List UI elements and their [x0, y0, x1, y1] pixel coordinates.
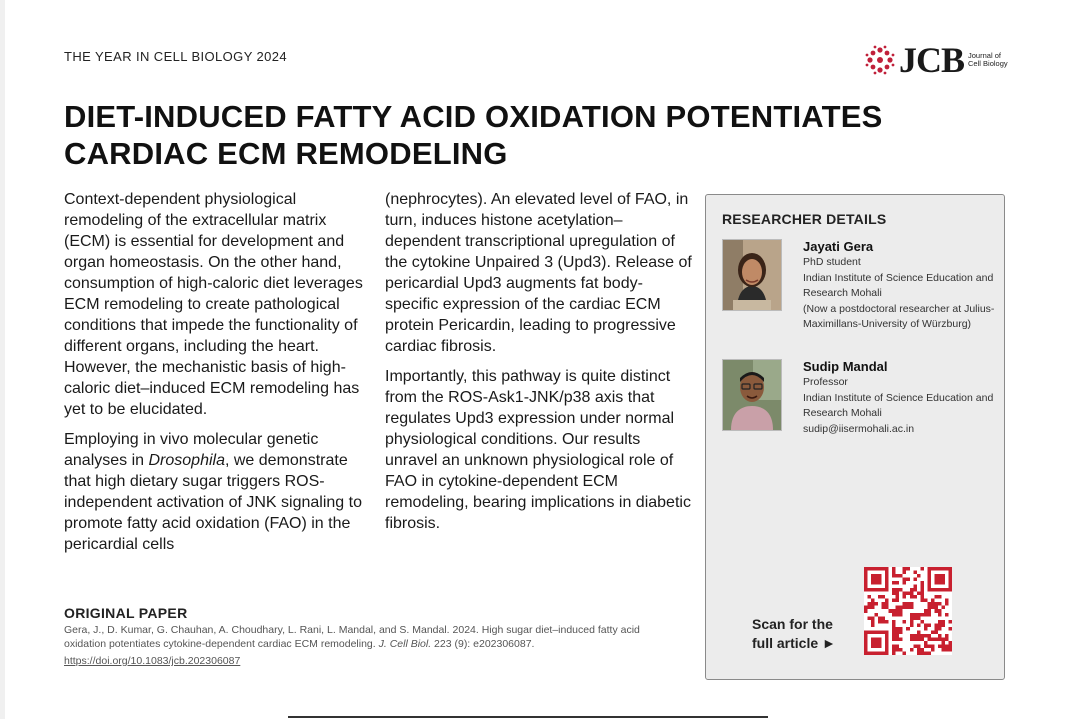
article-title: DIET-INDUCED FATTY ACID OXIDATION POTENTIATES CARDIAC ECM REMODELING — [64, 99, 883, 171]
portrait-female-icon — [723, 240, 781, 310]
citation-journal: J. Cell Biol. — [378, 638, 432, 650]
citation-text: Gera, J., D. Kumar, G. Chauhan, A. Choudhary, L. Rani, L. Mandal, and S. Mandal. 2024. High sugar diet–induced fatty acid oxidation potentiates cytokine-dependent cardiac ECM remodeling. — [64, 624, 640, 650]
body-column-1 — [64, 189, 374, 564]
researcher-affiliation: Indian Institute of Science Education and Research Mohali — [803, 391, 994, 419]
scan-prompt-line1: Scan for the — [752, 616, 833, 632]
p2-text-end: , we demonstrate that high dietary sugar triggers ROS-independent activation of JNK signaling to promote fatty acid oxidation (FAO) in the pericardial cells — [64, 452, 362, 553]
original-paper — [64, 605, 684, 669]
researcher-details-panel — [705, 194, 1005, 680]
jcb-logo-subtitle — [968, 52, 1014, 68]
original-paper-citation — [64, 623, 684, 651]
scan-prompt-line2: full article ► — [752, 635, 836, 651]
body-paragraph-1: Context-dependent physiological remodeling of the extracellular matrix (ECM) is essential for development and organ homeostasis. On the other hand, consumption of high-caloric diet leverages ECM remodeling to create pathological conditions that impede the functionality of different organs, including the heart. However, the mechanistic basis of high-caloric diet–induced ECM remodeling has yet to be elucidated. — [64, 191, 363, 418]
left-edge-shadow — [0, 0, 5, 719]
original-paper-heading: ORIGINAL PAPER — [64, 605, 188, 621]
researcher-details-heading: RESEARCHER DETAILS — [722, 211, 887, 227]
p2-text-start: Employing in vivo molecular genetic analyses in — [64, 431, 319, 469]
jcb-logo-text: JCB — [899, 40, 965, 80]
body-paragraph-3: Importantly, this pathway is quite distinct from the ROS-Ask1-JNK/p38 axis that regulates Upd3 expression under normal physiological conditions. Our results unravel an unknown physiological role of FAO in cytokine-dependent ECM remodeling, bearing implications in diabetic fibrosis. — [385, 368, 691, 532]
researcher-photo — [722, 239, 782, 311]
qr-code-icon[interactable] — [864, 567, 952, 655]
body-column-2 — [385, 189, 695, 543]
researcher-info — [803, 239, 999, 333]
p2-organism-italic: Drosophila — [148, 452, 225, 469]
researcher-note: (Now a postdoctoral researcher at Julius-Maximillans-University of Würzburg) — [803, 302, 995, 330]
researcher-email[interactable]: sudip@iisermohali.ac.in — [803, 422, 915, 435]
scan-prompt — [752, 615, 852, 653]
researcher-role: Professor — [803, 376, 848, 388]
researcher-name: Sudip Mandal — [803, 359, 888, 374]
citation-volume: 223 (9): e202306087. — [431, 638, 535, 650]
researcher-name: Jayati Gera — [803, 239, 874, 254]
researcher-affiliation: Indian Institute of Science Education and Research Mohali — [803, 271, 994, 299]
jcb-logo-mark-icon — [864, 44, 896, 76]
researcher-role: PhD student — [803, 256, 861, 268]
section-kicker: THE YEAR IN CELL BIOLOGY 2024 — [64, 49, 288, 64]
portrait-male-icon — [723, 360, 781, 430]
logo-subtitle-line2: Cell Biology — [968, 59, 1008, 68]
bottom-divider — [288, 716, 768, 718]
doi-link[interactable]: https://doi.org/10.1083/jcb.202306087 — [64, 655, 241, 667]
body-paragraph-2 — [64, 429, 374, 555]
body-paragraph-2-continued: (nephrocytes). An elevated level of FAO, in turn, induces histone acetylation–dependent transcriptional upregulation of the cytokine Unpaired 3 (Upd3). Release of pericardial Upd3 augments fat body-specific expression of the cardiac ECM protein Pericardin, leading to progressive cardiac fibrosis. — [385, 191, 692, 355]
jcb-logo — [864, 40, 1014, 80]
researcher-info — [803, 359, 999, 437]
logo-subtitle-line1: Journal of — [968, 51, 1001, 60]
researcher-photo — [722, 359, 782, 431]
